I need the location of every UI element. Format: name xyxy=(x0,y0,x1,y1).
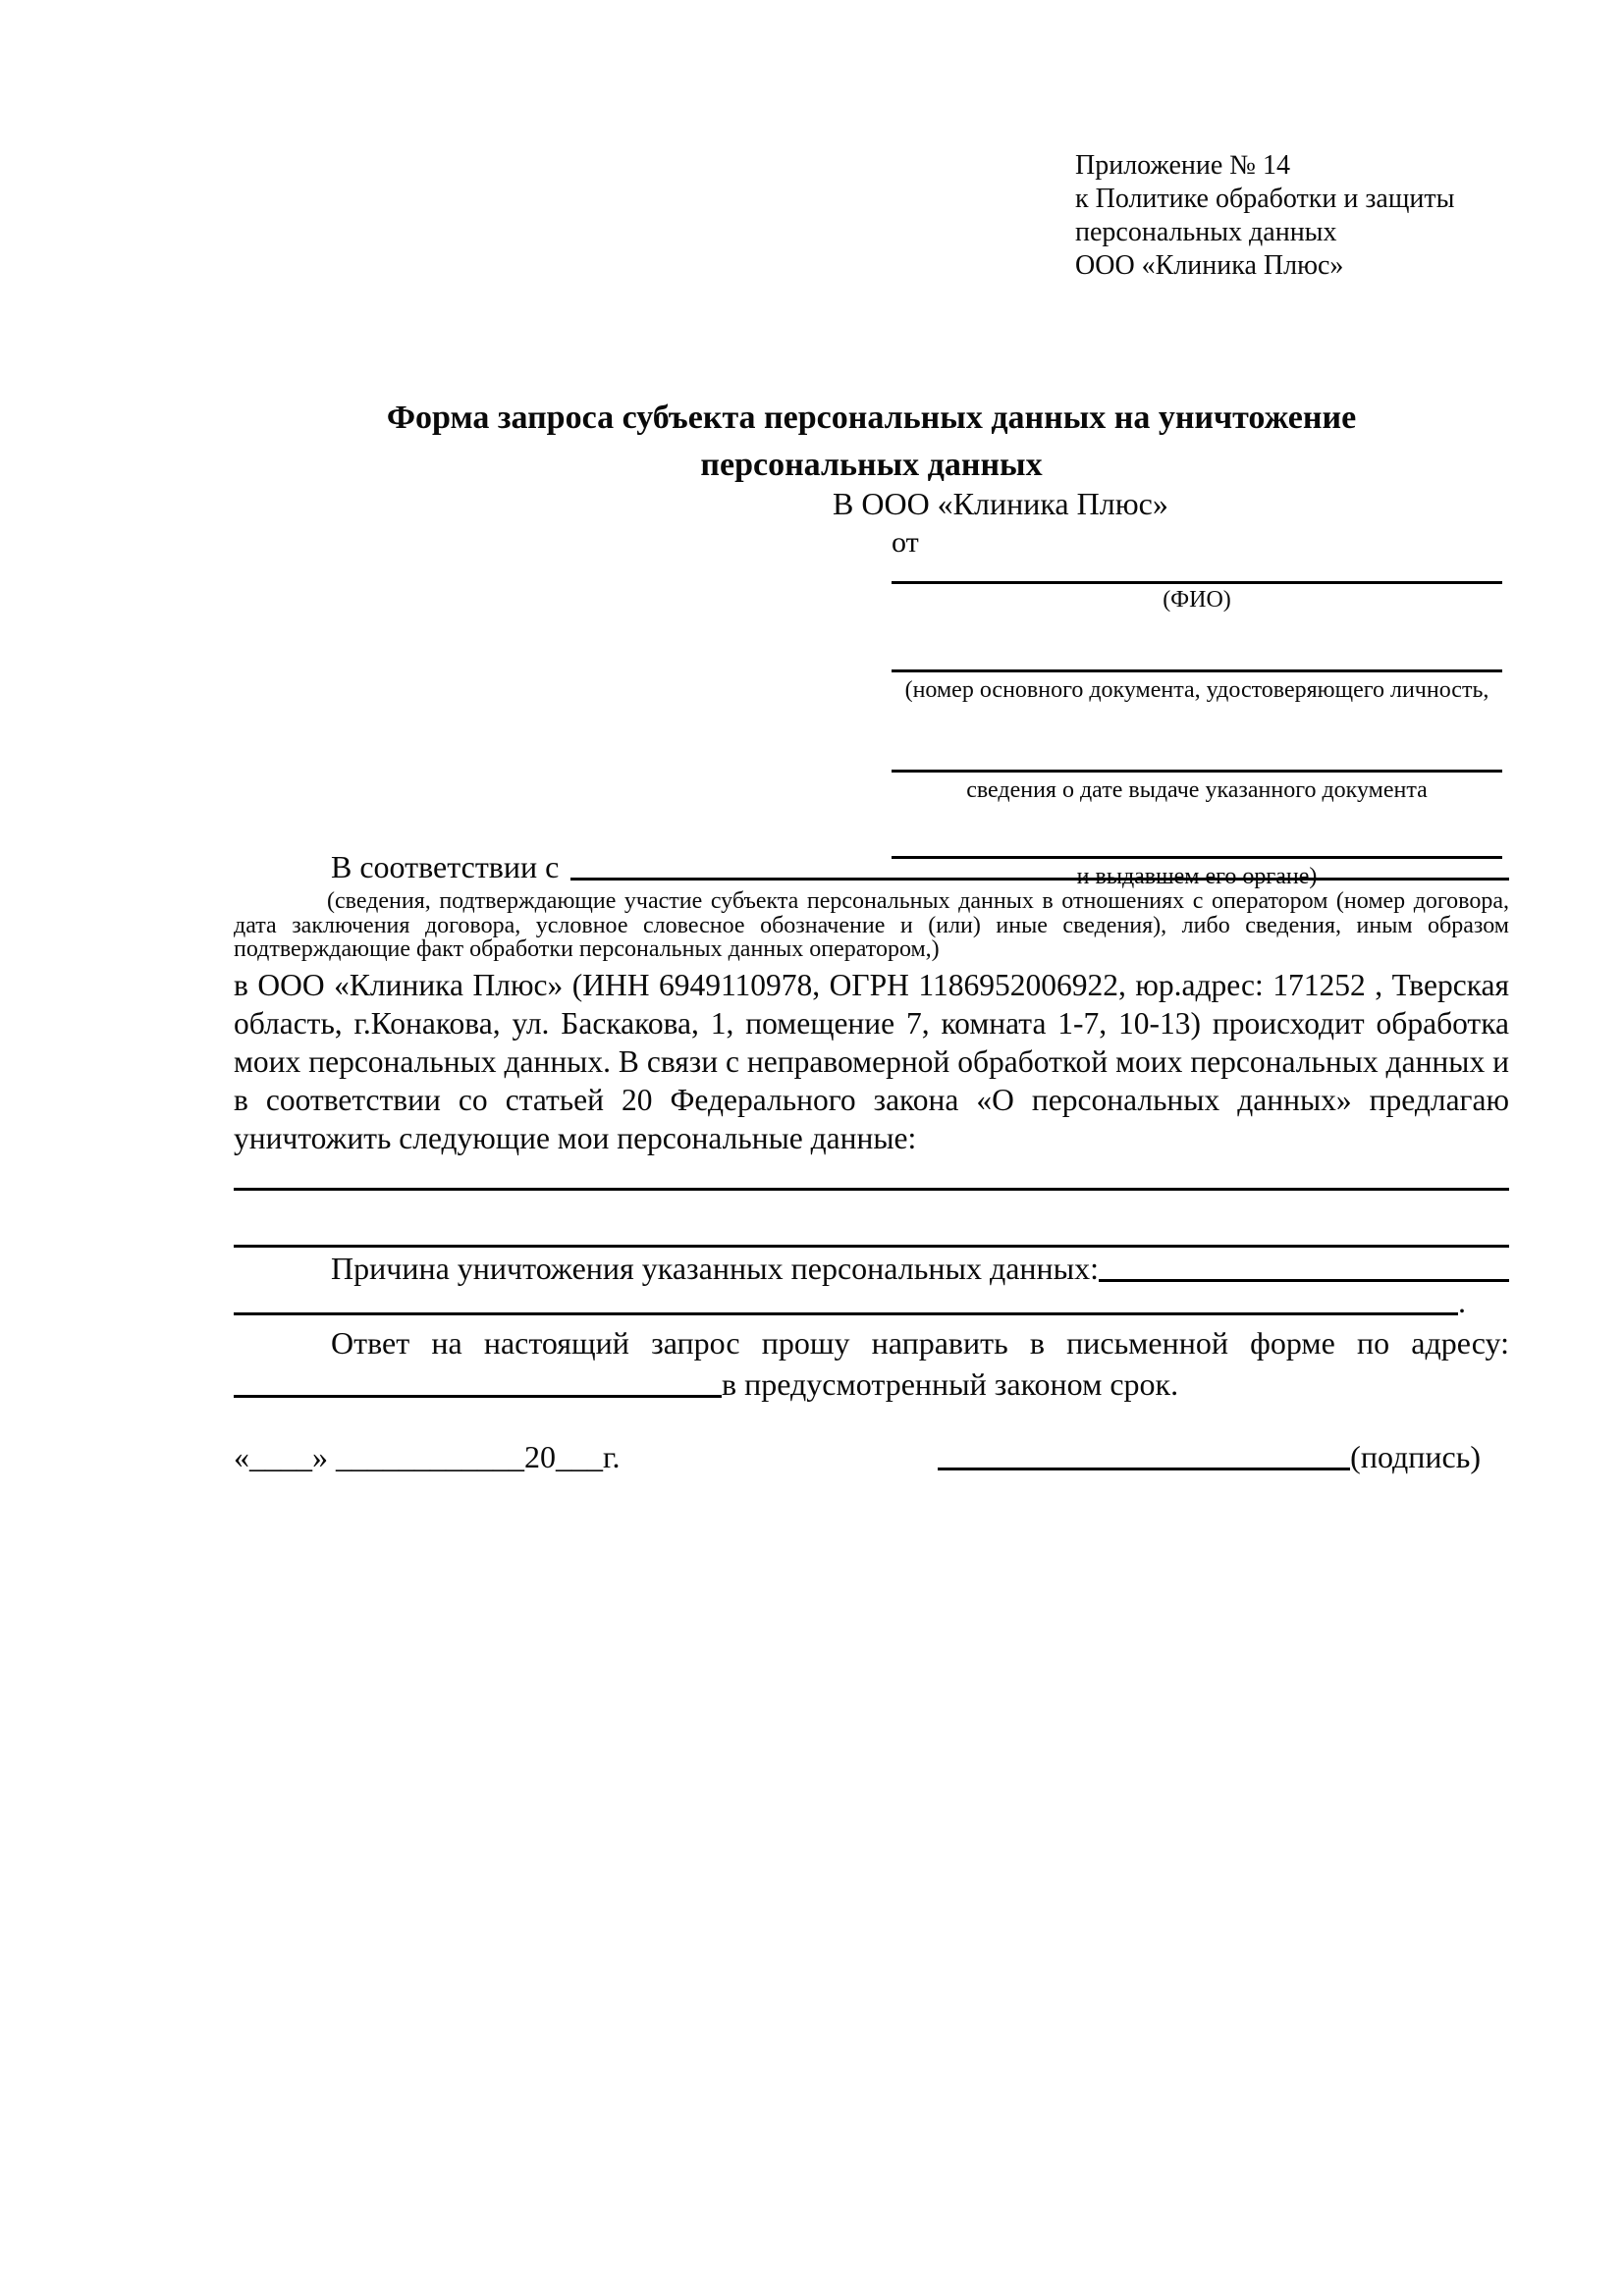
fill-in-line xyxy=(234,1282,1458,1315)
fill-in-line xyxy=(892,581,1502,584)
fill-in-line xyxy=(234,1188,1509,1191)
form-title xyxy=(234,395,1509,489)
appendix-header xyxy=(1075,149,1454,283)
appendix-header-line: Приложение № 14 xyxy=(1075,150,1290,181)
accordance-label: В соответствии с xyxy=(331,849,560,884)
fill-in-line xyxy=(1099,1249,1509,1282)
from-label: от xyxy=(892,526,919,559)
appendix-header-line: ООО «Клиника Плюс» xyxy=(1075,250,1344,281)
answer-address-row xyxy=(234,1364,1509,1404)
body-paragraph: в ООО «Клиника Плюс» (ИНН 6949110978, ОГРН 1186952006922, юр.адрес: 171252 , Тверская область, г.Конакова, ул. Баскакова, 1, помещение 7, комната 1-7, 10-13) происходит обработка моих персональных данных. В связи с неправомерной обработкой моих персональных данных и в соответствии со статьей 20 Федерального закона «О персональных данных» предлагаю уничтожить следующие мои персональные данные: xyxy=(234,968,1509,1155)
field-caption-document-number: (номер основного документа, удостоверяющего личность, xyxy=(904,677,1489,703)
signature-caption: (подпись) xyxy=(1350,1439,1481,1474)
fill-in-line xyxy=(892,669,1502,672)
field-caption-fio: (ФИО) xyxy=(1163,587,1231,613)
form-title-line2: персональных данных xyxy=(700,447,1043,483)
signature-line xyxy=(938,1435,1350,1470)
fill-in-line xyxy=(234,1364,722,1398)
appendix-header-line: персональных данных xyxy=(1075,217,1337,247)
form-title-line1: Форма запроса субъекта персональных данных на уничтожение xyxy=(386,400,1357,436)
date-blank: «____» ____________20___г. xyxy=(234,1439,621,1474)
answer-request-line: Ответ на настоящий запрос прошу направить в письменной форме по адресу: xyxy=(331,1325,1509,1361)
reason-continuation-row xyxy=(234,1282,1466,1321)
addressee-line: В ООО «Клиника Плюс» xyxy=(833,486,1168,521)
accordance-row xyxy=(234,847,1509,886)
date-signature-row xyxy=(234,1435,1481,1478)
signature-group xyxy=(938,1435,1481,1478)
reason-label: Причина уничтожения указанных персональных данных: xyxy=(331,1251,1100,1286)
spacer xyxy=(559,847,570,886)
appendix-header-line: к Политике обработки и защиты xyxy=(1075,184,1455,214)
answer-term-text: в предусмотренный законом срок. xyxy=(722,1366,1179,1402)
fill-in-line xyxy=(570,847,1509,881)
field-caption-issue-date: сведения о дате выдаче указанного документа xyxy=(966,777,1428,803)
line-terminator-dot: . xyxy=(1458,1284,1466,1319)
fineprint-note: (сведения, подтверждающие участие субъекта персональных данных в отношениях с оператором (номер договора, дата заключения договора, условное словесное обозначение и (или) иные сведения), либо сведения, иным образом подтверждающие факт обработки персональных данных оператором,) xyxy=(234,888,1509,962)
fill-in-line xyxy=(234,1245,1509,1248)
field-caption-issuing-authority: и выдавшем его органе) xyxy=(1076,864,1318,889)
fill-in-line xyxy=(892,770,1502,773)
